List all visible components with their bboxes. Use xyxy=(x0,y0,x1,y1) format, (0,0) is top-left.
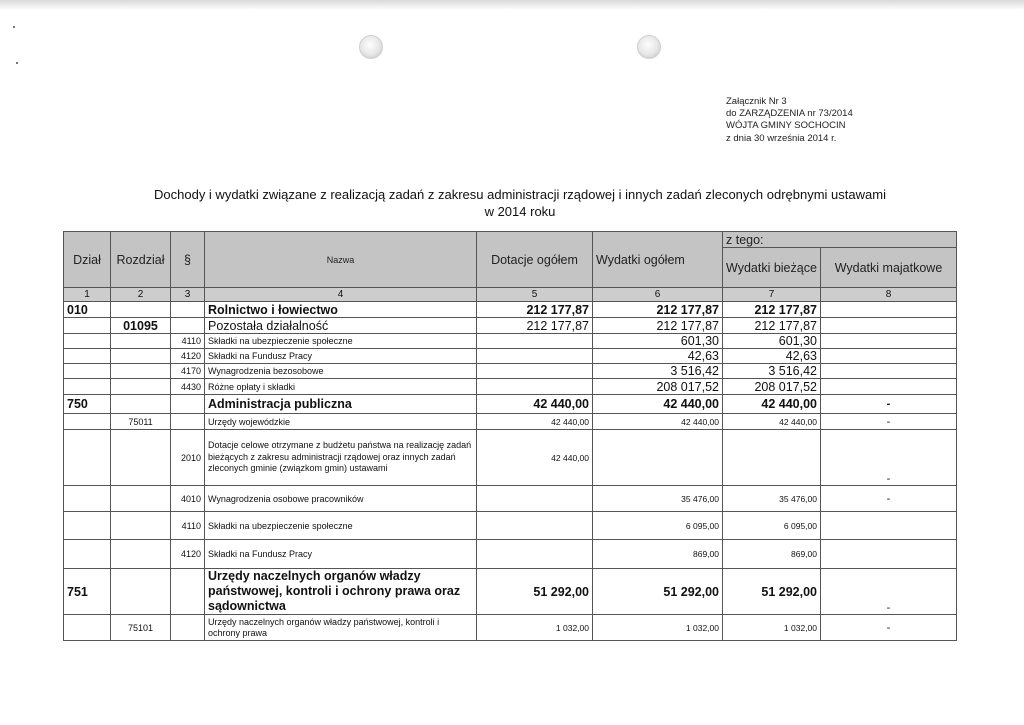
table-row xyxy=(64,430,957,486)
punch-hole-right xyxy=(637,35,661,59)
scan-top-edge xyxy=(0,0,1024,10)
cell-majatkowe xyxy=(821,334,957,349)
col-number: 7 xyxy=(723,288,821,302)
cell-nazwa: Rolnictwo i łowiectwo xyxy=(205,302,477,318)
header-row xyxy=(64,232,957,248)
cell-paragraf: 4120 xyxy=(171,540,205,569)
cell-biezace: 35 476,00 xyxy=(723,486,821,512)
table-row xyxy=(64,540,957,569)
cell-nazwa: Pozostała działalność xyxy=(205,318,477,334)
cell-paragraf xyxy=(171,318,205,334)
cell-dzial xyxy=(64,540,111,569)
cell-biezace: 1 032,00 xyxy=(723,615,821,641)
header-dotacje: Dotacje ogółem xyxy=(477,232,593,288)
cell-nazwa: Wynagrodzenia osobowe pracowników xyxy=(205,486,477,512)
cell-nazwa: Dotacje celowe otrzymane z budżetu państwa na realizację zadań bieżących z zakresu administracji rządowej oraz innych zadań zleconych gminie (związkom gmin) ustawami xyxy=(205,430,477,486)
cell-dzial xyxy=(64,364,111,379)
cell-nazwa: Wynagrodzenia bezosobowe xyxy=(205,364,477,379)
annex-line-1: Załącznik Nr 3 xyxy=(726,96,787,107)
cell-dotacje: 212 177,87 xyxy=(477,302,593,318)
cell-biezace: 212 177,87 xyxy=(723,302,821,318)
budget-table xyxy=(63,231,957,641)
cell-wydatki: 42 440,00 xyxy=(593,414,723,430)
scan-speck xyxy=(13,26,15,28)
cell-wydatki: 6 095,00 xyxy=(593,512,723,540)
cell-wydatki xyxy=(593,430,723,486)
cell-dzial: 010 xyxy=(64,302,111,318)
cell-dotacje xyxy=(477,334,593,349)
cell-wydatki: 208 017,52 xyxy=(593,379,723,395)
cell-biezace: 601,30 xyxy=(723,334,821,349)
cell-dotacje: 42 440,00 xyxy=(477,414,593,430)
cell-nazwa: Administracja publiczna xyxy=(205,395,477,414)
cell-wydatki: 212 177,87 xyxy=(593,318,723,334)
cell-majatkowe xyxy=(821,379,957,395)
cell-rozdzial xyxy=(111,395,171,414)
annex-block xyxy=(726,96,853,145)
cell-paragraf xyxy=(171,395,205,414)
cell-dzial xyxy=(64,349,111,364)
cell-paragraf xyxy=(171,302,205,318)
cell-paragraf xyxy=(171,569,205,615)
cell-paragraf xyxy=(171,615,205,641)
cell-majatkowe: - xyxy=(821,569,957,615)
cell-dotacje: 42 440,00 xyxy=(477,430,593,486)
col-number: 1 xyxy=(64,288,111,302)
cell-paragraf: 4430 xyxy=(171,379,205,395)
cell-dzial xyxy=(64,318,111,334)
cell-paragraf xyxy=(171,414,205,430)
cell-majatkowe: - xyxy=(821,430,957,486)
col-number: 4 xyxy=(205,288,477,302)
cell-majatkowe xyxy=(821,512,957,540)
cell-majatkowe: - xyxy=(821,414,957,430)
table-row xyxy=(64,512,957,540)
cell-wydatki: 42 440,00 xyxy=(593,395,723,414)
cell-biezace: 6 095,00 xyxy=(723,512,821,540)
cell-rozdzial xyxy=(111,569,171,615)
cell-rozdzial xyxy=(111,334,171,349)
cell-dzial xyxy=(64,334,111,349)
cell-dzial xyxy=(64,430,111,486)
table-row xyxy=(64,318,957,334)
cell-dotacje xyxy=(477,540,593,569)
cell-wydatki: 1 032,00 xyxy=(593,615,723,641)
cell-dotacje: 212 177,87 xyxy=(477,318,593,334)
cell-nazwa: Urzędy naczelnych organów władzy państwowej, kontroli i ochrony prawa xyxy=(205,615,477,641)
annex-line-3: WÓJTA GMINY SOCHOCIN xyxy=(726,120,846,132)
col-number: 3 xyxy=(171,288,205,302)
document-title: Dochody i wydatki związane z realizacją zadań z zakresu administracji rządowej i innych zadań zleconych odrębnymi ustawami xyxy=(154,187,886,202)
header-paragraf: § xyxy=(171,232,205,288)
cell-dotacje xyxy=(477,349,593,364)
header-z-tego: z tego: xyxy=(723,232,957,248)
cell-biezace: 208 017,52 xyxy=(723,379,821,395)
cell-nazwa: Różne opłaty i składki xyxy=(205,379,477,395)
cell-dzial xyxy=(64,414,111,430)
cell-majatkowe: - xyxy=(821,615,957,641)
cell-paragraf: 4170 xyxy=(171,364,205,379)
cell-majatkowe xyxy=(821,540,957,569)
cell-dotacje: 42 440,00 xyxy=(477,395,593,414)
cell-dotacje xyxy=(477,512,593,540)
header-rozdzial: Rozdział xyxy=(111,232,171,288)
cell-paragraf: 4110 xyxy=(171,512,205,540)
cell-dzial xyxy=(64,615,111,641)
table-row xyxy=(64,379,957,395)
cell-rozdzial: 75101 xyxy=(111,615,171,641)
cell-paragraf: 4120 xyxy=(171,349,205,364)
cell-rozdzial xyxy=(111,512,171,540)
table-row xyxy=(64,569,957,615)
cell-rozdzial xyxy=(111,379,171,395)
table-row xyxy=(64,364,957,379)
cell-majatkowe xyxy=(821,302,957,318)
cell-biezace: 212 177,87 xyxy=(723,318,821,334)
cell-paragraf: 2010 xyxy=(171,430,205,486)
cell-nazwa: Składki na ubezpieczenie społeczne xyxy=(205,334,477,349)
cell-rozdzial xyxy=(111,486,171,512)
cell-biezace: 42,63 xyxy=(723,349,821,364)
cell-dzial: 751 xyxy=(64,569,111,615)
cell-biezace: 42 440,00 xyxy=(723,414,821,430)
cell-biezace: 869,00 xyxy=(723,540,821,569)
cell-biezace: 3 516,42 xyxy=(723,364,821,379)
header-dzial: Dział xyxy=(64,232,111,288)
table-row xyxy=(64,414,957,430)
cell-biezace: 51 292,00 xyxy=(723,569,821,615)
table-row xyxy=(64,615,957,641)
cell-rozdzial xyxy=(111,364,171,379)
table-row xyxy=(64,334,957,349)
header-majatkowe: Wydatki majatkowe xyxy=(821,248,957,288)
cell-wydatki: 212 177,87 xyxy=(593,302,723,318)
column-number-row xyxy=(64,288,957,302)
cell-paragraf: 4110 xyxy=(171,334,205,349)
table-row xyxy=(64,486,957,512)
cell-dotacje xyxy=(477,486,593,512)
cell-rozdzial xyxy=(111,540,171,569)
annex-line-2: do ZARZĄDZENIA nr 73/2014 xyxy=(726,108,853,120)
cell-nazwa: Urzędy wojewódzkie xyxy=(205,414,477,430)
header-nazwa: Nazwa xyxy=(205,232,477,288)
punch-hole-left xyxy=(359,35,383,59)
table-row xyxy=(64,349,957,364)
annex-line-4: z dnia 30 września 2014 r. xyxy=(726,132,837,144)
col-number: 2 xyxy=(111,288,171,302)
cell-rozdzial xyxy=(111,349,171,364)
table-row xyxy=(64,395,957,414)
cell-majatkowe: - xyxy=(821,395,957,414)
cell-nazwa: Składki na Fundusz Pracy xyxy=(205,349,477,364)
cell-rozdzial xyxy=(111,430,171,486)
cell-biezace: 42 440,00 xyxy=(723,395,821,414)
cell-dzial xyxy=(64,512,111,540)
cell-dzial xyxy=(64,379,111,395)
scan-speck xyxy=(16,62,18,64)
cell-dzial xyxy=(64,486,111,512)
cell-wydatki: 869,00 xyxy=(593,540,723,569)
col-number: 8 xyxy=(821,288,957,302)
cell-wydatki: 35 476,00 xyxy=(593,486,723,512)
cell-nazwa: Składki na ubezpieczenie społeczne xyxy=(205,512,477,540)
cell-nazwa: Składki na Fundusz Pracy xyxy=(205,540,477,569)
cell-dotacje: 51 292,00 xyxy=(477,569,593,615)
cell-rozdzial: 75011 xyxy=(111,414,171,430)
cell-rozdzial: 01095 xyxy=(111,318,171,334)
cell-paragraf: 4010 xyxy=(171,486,205,512)
cell-dotacje xyxy=(477,364,593,379)
cell-majatkowe: - xyxy=(821,486,957,512)
cell-majatkowe xyxy=(821,364,957,379)
col-number: 5 xyxy=(477,288,593,302)
table-row xyxy=(64,302,957,318)
cell-wydatki: 3 516,42 xyxy=(593,364,723,379)
header-biezace: Wydatki bieżące xyxy=(723,248,821,288)
cell-majatkowe xyxy=(821,318,957,334)
header-wydatki: Wydatki ogółem xyxy=(593,232,723,288)
cell-rozdzial xyxy=(111,302,171,318)
cell-wydatki: 601,30 xyxy=(593,334,723,349)
cell-dotacje: 1 032,00 xyxy=(477,615,593,641)
cell-dzial: 750 xyxy=(64,395,111,414)
cell-biezace xyxy=(723,430,821,486)
cell-majatkowe xyxy=(821,349,957,364)
cell-dotacje xyxy=(477,379,593,395)
col-number: 6 xyxy=(593,288,723,302)
document-title-year: w 2014 roku xyxy=(484,204,556,219)
cell-wydatki: 51 292,00 xyxy=(593,569,723,615)
cell-nazwa: Urzędy naczelnych organów władzy państwowej, kontroli i ochrony prawa oraz sądownictwa xyxy=(205,569,477,615)
cell-wydatki: 42,63 xyxy=(593,349,723,364)
